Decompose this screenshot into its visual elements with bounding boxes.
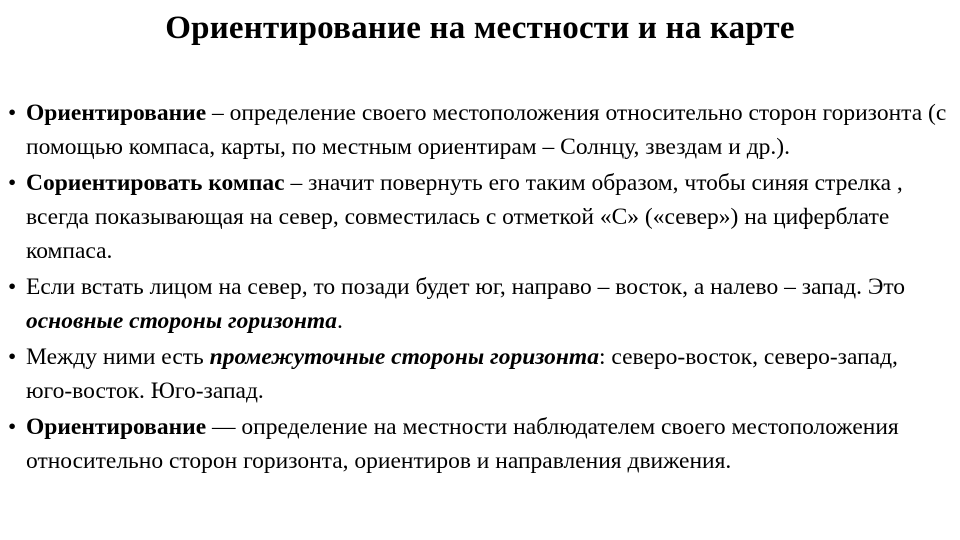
list-item [8, 96, 948, 164]
bullet-marker: • [8, 274, 17, 300]
bullet-marker: • [8, 344, 17, 370]
bullet-marker: • [8, 414, 17, 440]
emphasis-main-directions: основные стороны горизонта [26, 308, 337, 334]
list-item [8, 270, 948, 338]
term-orientation: Ориентирование [26, 100, 207, 126]
definition-text: – значит повернуть его таким образом, чтобы синяя стрелка , всегда показывающая на север, совместилась с отметкой «С» («север») на циферблате компаса. [26, 170, 903, 264]
bullet-marker: • [8, 170, 17, 196]
body-text: Если встать лицом на север, то позади будет юг, направо – восток, а налево – запад. Это [26, 274, 906, 300]
bullet-list [8, 96, 948, 480]
term-orient-compass: Сориентировать компас [26, 170, 285, 196]
term-orientation: Ориентирование [26, 414, 207, 440]
body-text-end: : северо-восток, северо-запад, юго-восток. Юго-запад. [26, 344, 898, 404]
body-text-end: . [336, 308, 343, 334]
body-text: Между ними есть [26, 344, 210, 370]
page-title: Ориентирование на местности и на карте [165, 10, 795, 46]
list-item [8, 410, 948, 478]
emphasis-intermediate-directions: промежуточные стороны горизонта [209, 344, 599, 370]
list-item [8, 166, 948, 268]
definition-text: – определение своего местоположения относительно сторон горизонта (с помощью компаса, карты, по местным ориентирам – Солнцу, звездам и др.). [26, 100, 947, 160]
bullet-marker: • [8, 100, 17, 126]
list-item [8, 340, 948, 408]
definition-text: — определение на местности наблюдателем своего местоположения относительно сторон горизонта, ориентиров и направления движения. [26, 414, 899, 474]
